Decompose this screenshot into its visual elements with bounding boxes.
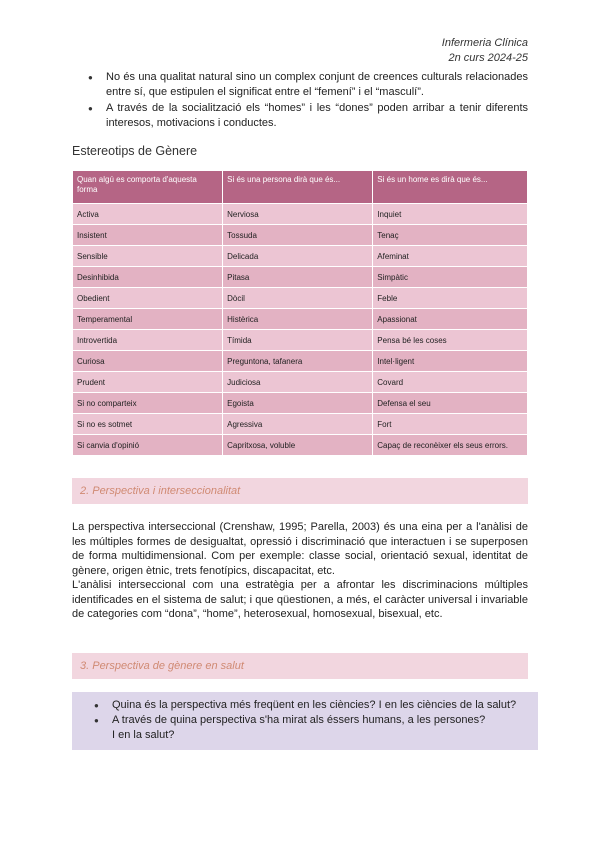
table-row [73,435,528,456]
question-item [92,713,528,743]
table-header-row [73,171,528,204]
table-row [73,393,528,414]
question-continuation: I en la salut? [112,729,175,741]
question-text: A través de quina perspectiva s'ha mirat als éssers humans, a les persones? [112,714,486,726]
header-subject: Infermeria Clínica [441,37,528,49]
table-body [73,204,528,456]
header-course: 2n curs 2024-25 [448,52,528,64]
table-cell: Intel·ligent [373,351,528,372]
table-cell: Insistent [73,225,223,246]
section-2-title: 2. Perspectiva i interseccionalitat [72,478,528,504]
table-cell: Curiosa [73,351,223,372]
table-cell: Si canvia d'opinió [73,435,223,456]
table-cell: Introvertida [73,330,223,351]
table-cell: Dòcil [223,288,373,309]
table-row [73,246,528,267]
table-cell: Tímida [223,330,373,351]
table-cell: Activa [73,204,223,225]
table-row [73,309,528,330]
table-cell: Tossuda [223,225,373,246]
table-cell: Afeminat [373,246,528,267]
table-cell: Nerviosa [223,204,373,225]
table-cell: Defensa el seu [373,393,528,414]
table-row [73,414,528,435]
column-header: Si és un home es dirà que és... [373,171,528,204]
question-item: ● Quina és la perspectiva més freqüent en les ciències? I en les ciències de la salut? [92,698,528,713]
column-header: Quan algú es comporta d'aquesta forma [73,171,223,204]
table-cell: Capaç de reconèixer els seus errors. [373,435,528,456]
table-row [73,204,528,225]
table-cell: Capritxosa, voluble [223,435,373,456]
stereotypes-title: Estereotips de Gènere [72,144,198,158]
question-box [72,692,538,750]
question-list [92,698,528,743]
table-cell: Pitasa [223,267,373,288]
table-cell: Delicada [223,246,373,267]
table-cell: Tenaç [373,225,528,246]
table-cell: Covard [373,372,528,393]
stereotypes-table [72,170,528,456]
table-cell: Pensa bé les coses [373,330,528,351]
page-header [442,36,528,66]
table-cell: Apassionat [373,309,528,330]
table-cell: Egoista [223,393,373,414]
section-2-paragraph: La perspectiva interseccional (Crenshaw, 1995; Parella, 2003) és una eina per a l'anàlisi de les múltiples formes de desigualtat, opressió i discriminació que interactuen i se superposen de forma multidimensional. Com per exemple: classe social, orientació sexual, identitat de gènere, origen ètnic, trets fenotípics, discapacitat, etc. [72,521,528,577]
table-cell: Feble [373,288,528,309]
table-cell: Agressiva [223,414,373,435]
table-cell: Si no es sotmet [73,414,223,435]
table-cell: Simpàtic [373,267,528,288]
table-row [73,372,528,393]
intro-bullet-list [88,70,528,132]
table-cell: Temperamental [73,309,223,330]
table-row [73,225,528,246]
section-2-paragraph: L'anàlisi interseccional com una estratègia per a afrontar les discriminacions múltiples identificades en el sistema de salut; i que qüestionen, a més, el caràcter universal i invariable de categories com “dona”, “home”, heterosexual, homosexual, bisexual, etc. [72,579,528,621]
table-cell: Sensible [73,246,223,267]
table-row [73,267,528,288]
table-cell: Obedient [73,288,223,309]
table-row [73,351,528,372]
intro-bullet: ● No és una qualitat natural sino un complex conjunt de creences culturals relacionades entre sí, que estipulen el significat entre el “femení” i el “masculí”. [88,70,528,100]
table-cell: Desinhibida [73,267,223,288]
section-3-title: 3. Perspectiva de gènere en salut [72,653,528,679]
table-row [73,288,528,309]
table-row [73,330,528,351]
table-cell: Judiciosa [223,372,373,393]
table-cell: Si no comparteix [73,393,223,414]
table-cell: Histèrica [223,309,373,330]
column-header: Si és una persona dirà que és... [223,171,373,204]
table-cell: Preguntona, tafanera [223,351,373,372]
table-cell: Inquiet [373,204,528,225]
table-cell: Prudent [73,372,223,393]
table-cell: Fort [373,414,528,435]
intro-bullet: ● A través de la socialització els “homes” i les “dones” poden arribar a tenir diferents interesos, motivacions i conductes. [88,101,528,131]
